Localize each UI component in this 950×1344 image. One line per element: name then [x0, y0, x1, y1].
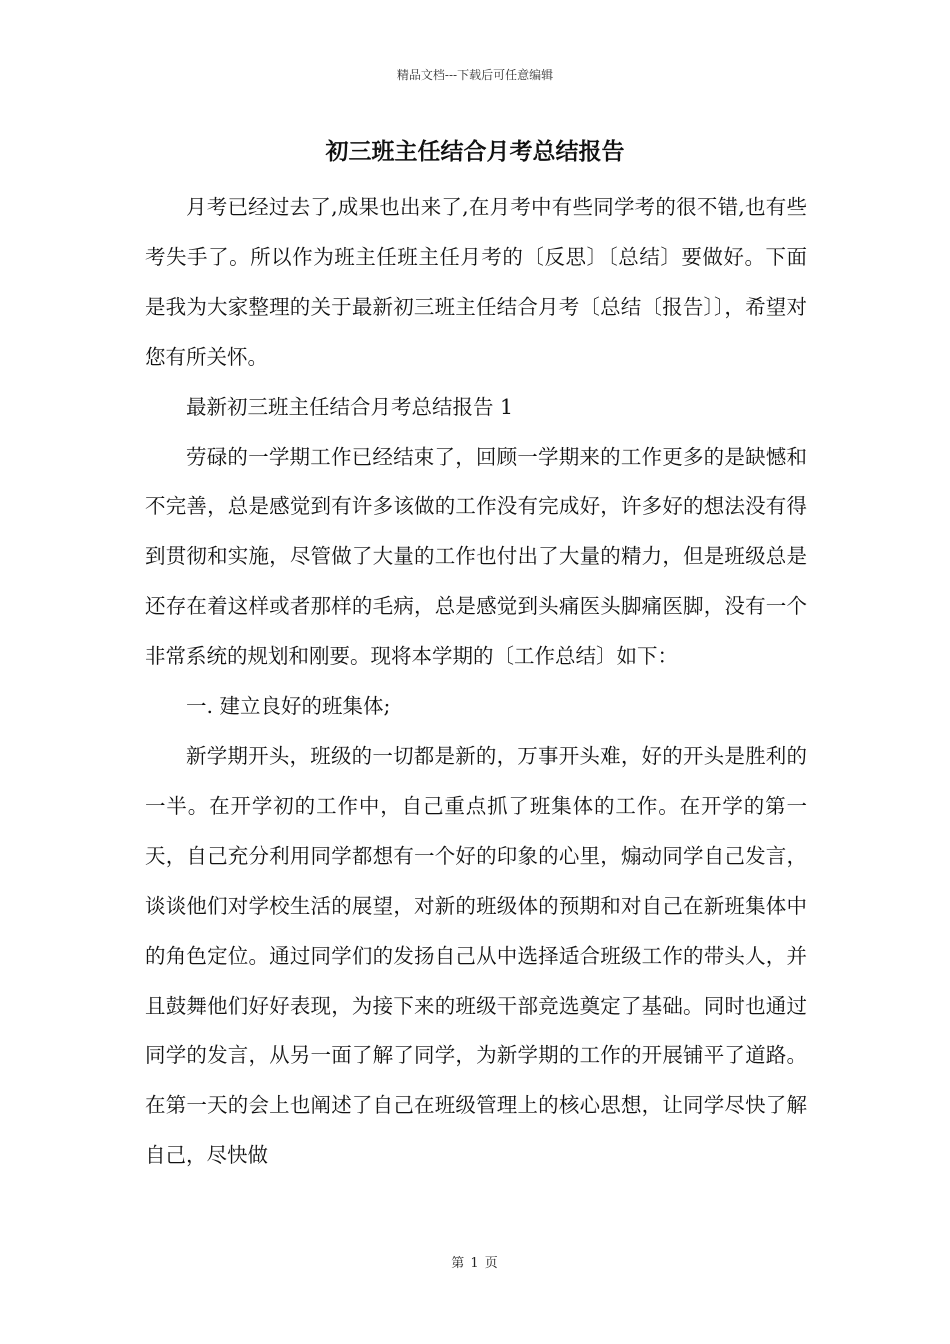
- paragraph-section-heading: 一. 建立良好的班集体;: [186, 694, 391, 719]
- page-number: 第 1 页: [451, 1256, 499, 1271]
- paragraph-section-body: 新学期开头，班级的一切都是新的，万事开头难，好的开头是胜利的一半。在开学初的工作中，自己重点抓了班集体的工作。在开学的第一天，自己充分利用同学都想有一个好的印象的心里，煽动同学自己发言，谈谈他们对学校生活的展望，对新的班级体的预期和对自己在新班集体中的角色定位。通过同学们的发扬自己从中选择适合班级工作的带头人，并且鼓舞他们好好表现，为接下来的班级干部竞选奠定了基础。同时也通过同学的发言，从另一面了解了同学，为新学期的工作的开展铺平了道路。在第一天的会上也阐述了自己在班级管理上的核心思想，让同学尽快了解自己，尽快做: [145, 743, 807, 1168]
- page-header-note: 精品文档---下载后可任意编辑: [396, 68, 554, 82]
- document-title: 初三班主任结合月考总结报告: [325, 138, 625, 165]
- paragraph-overview: 劳碌的一学期工作已经结束了，回顾一学期来的工作更多的是缺憾和不完善，总是感觉到有许多该做的工作没有完成好，许多好的想法没有得到贯彻和实施，尽管做了大量的工作也付出了大量的精力，但是班级总是还存在着这样或者那样的毛病，总是感觉到头痛医头脚痛医脚，没有一个非常系统的规划和刚要。现将本学期的〔工作总结〕如下：: [145, 444, 807, 669]
- paragraph-intro: 月考已经过去了,成果也出来了,在月考中有些同学考的很不错,也有些考失手了。所以作为班主任班主任月考的〔反思〕〔总结〕要做好。下面是我为大家整理的关于最新初三班主任结合月考〔总结〔报告〕〕，希望对您有所关怀。: [145, 195, 807, 369]
- document-body: [145, 183, 807, 1181]
- paragraph-subtitle: 最新初三班主任结合月考总结报告 1: [186, 394, 514, 419]
